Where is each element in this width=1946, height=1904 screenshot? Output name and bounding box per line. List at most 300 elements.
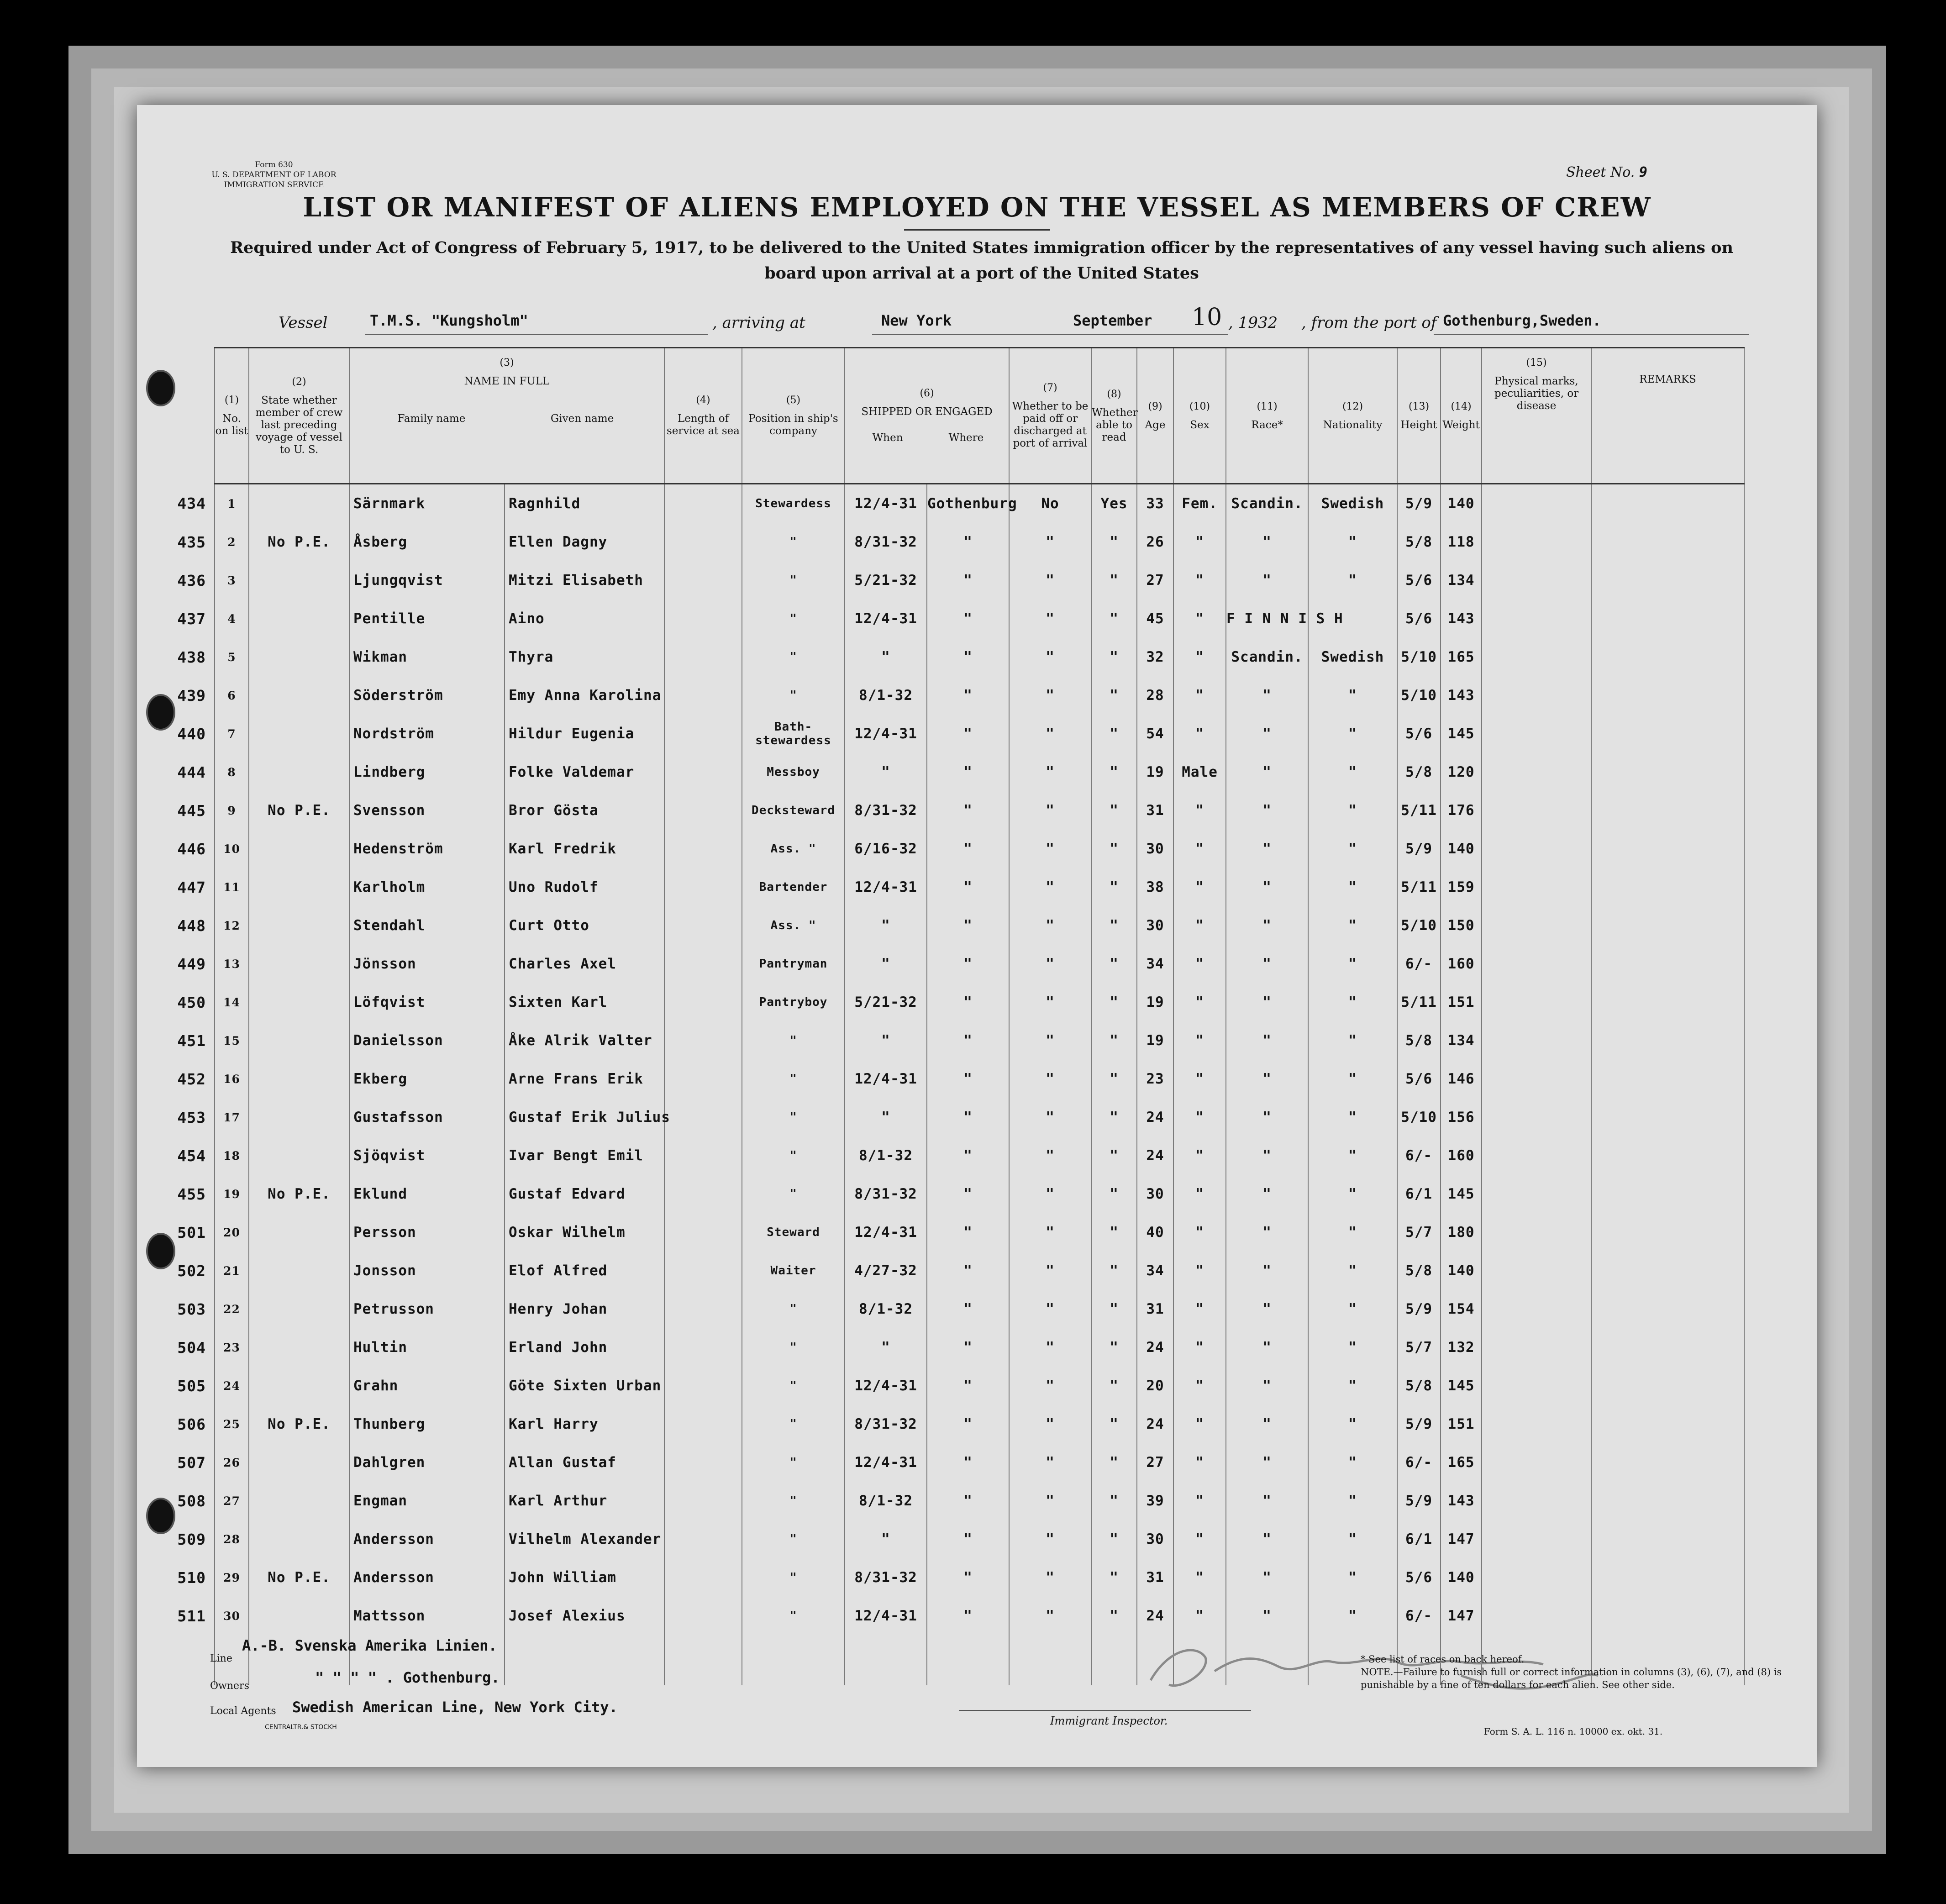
row-reference-number: 438 xyxy=(177,648,206,666)
sex-cell: " xyxy=(1173,1175,1226,1213)
physical-marks-cell xyxy=(1482,1328,1591,1367)
position-cell: " xyxy=(742,1405,845,1443)
nationality-cell: " xyxy=(1308,715,1397,753)
col-read-header: (8) Whether able to read xyxy=(1091,348,1137,484)
weight-cell: 118 xyxy=(1441,523,1482,561)
remarks-cell xyxy=(1591,561,1744,600)
remarks-cell xyxy=(1591,983,1744,1021)
physical-marks-cell xyxy=(1482,1367,1591,1405)
table-row xyxy=(169,1558,1744,1597)
sex-cell: " xyxy=(1173,1405,1226,1443)
nationality-cell: " xyxy=(1308,1021,1397,1060)
row-reference-number: 452 xyxy=(177,1070,206,1088)
position-cell: Ass. " xyxy=(742,830,845,868)
outer-margin-header xyxy=(169,348,215,484)
line-value: A.-B. Svenska Amerika Linien. xyxy=(242,1637,497,1654)
given-name-cell: Curt Otto xyxy=(505,906,664,945)
shipped-when-cell: 5/21-32 xyxy=(845,983,927,1021)
height-cell: 5/6 xyxy=(1397,1558,1441,1597)
remarks-cell xyxy=(1591,676,1744,715)
family-name-cell: Nordström xyxy=(349,715,505,753)
fine-note: NOTE.—Failure to furnish full or correct information in columns (3), (6), (7), and (8) is punishable by a fine of ten dollars for each alien. See other side. xyxy=(1361,1667,1782,1690)
family-name-cell: Andersson xyxy=(349,1520,505,1558)
remarks-cell xyxy=(1591,523,1744,561)
row-reference-number: 435 xyxy=(177,533,206,551)
previous-voyage-cell xyxy=(249,1213,349,1252)
sex-cell: " xyxy=(1173,1060,1226,1098)
shipped-when-cell: 8/31-32 xyxy=(845,523,927,561)
sex-cell: " xyxy=(1173,523,1226,561)
family-name-cell: Danielsson xyxy=(349,1021,505,1060)
shipped-when-cell: 8/1-32 xyxy=(845,1482,927,1520)
nationality-cell: " xyxy=(1308,1443,1397,1482)
race-cell: " xyxy=(1226,1290,1308,1328)
shipped-when-cell: 12/4-31 xyxy=(845,1443,927,1482)
shipped-when-cell: 12/4-31 xyxy=(845,1597,927,1635)
weight-cell: 159 xyxy=(1441,868,1482,906)
shipped-where-cell: " xyxy=(927,715,1009,753)
table-row xyxy=(169,1367,1744,1405)
nationality-cell: " xyxy=(1308,906,1397,945)
col-physical-marks-header: (15) Physical marks, peculiarities, or disease xyxy=(1482,348,1591,484)
inspector-signature-line xyxy=(959,1710,1251,1711)
weight-cell: 150 xyxy=(1441,906,1482,945)
remarks-cell xyxy=(1591,1597,1744,1635)
able-to-read-cell: " xyxy=(1091,868,1137,906)
vessel-line xyxy=(279,304,1749,336)
sheet-value: 9 xyxy=(1639,164,1648,180)
row-reference-number: 447 xyxy=(177,878,206,896)
nationality-cell: Swedish xyxy=(1308,638,1397,676)
agents-label: Local Agents xyxy=(210,1705,276,1717)
row-reference-number: 501 xyxy=(177,1223,206,1241)
service-length-cell xyxy=(664,983,742,1021)
from-port: Gothenburg,Sweden. xyxy=(1443,312,1601,329)
nationality-cell: " xyxy=(1308,1098,1397,1136)
given-name-cell: Vilhelm Alexander xyxy=(505,1520,664,1558)
race-cell: " xyxy=(1226,1443,1308,1482)
height-cell: 5/9 xyxy=(1397,830,1441,868)
age-cell: 23 xyxy=(1137,1060,1173,1098)
race-cell: " xyxy=(1226,676,1308,715)
shipped-when-cell: 8/31-32 xyxy=(845,791,927,830)
position-cell: " xyxy=(742,523,845,561)
weight-cell: 165 xyxy=(1441,1443,1482,1482)
family-name-cell: Ekberg xyxy=(349,1060,505,1098)
age-cell: 20 xyxy=(1137,1367,1173,1405)
shipped-where-cell: " xyxy=(927,523,1009,561)
given-name-cell: Allan Gustaf xyxy=(505,1443,664,1482)
vessel-label: Vessel xyxy=(279,314,328,332)
age-cell: 30 xyxy=(1137,1520,1173,1558)
table-body xyxy=(169,484,1744,1686)
list-number-cell: 21 xyxy=(215,1252,249,1290)
height-cell: 5/11 xyxy=(1397,983,1441,1021)
remarks-cell xyxy=(1591,1252,1744,1290)
table-row xyxy=(169,484,1744,523)
service-length-cell xyxy=(664,1175,742,1213)
shipped-where-cell: " xyxy=(927,1060,1009,1098)
position-cell: " xyxy=(742,1021,845,1060)
physical-marks-cell xyxy=(1482,600,1591,638)
previous-voyage-cell xyxy=(249,1328,349,1367)
family-name-cell: Stendahl xyxy=(349,906,505,945)
owners-value: " " " " . Gothenburg. xyxy=(315,1669,500,1686)
family-name-cell: Lindberg xyxy=(349,753,505,791)
col-shipped-header: (6) SHIPPED OR ENGAGED When Where xyxy=(845,348,1009,484)
service-length-cell xyxy=(664,906,742,945)
previous-voyage-cell xyxy=(249,1443,349,1482)
race-cell: " xyxy=(1226,945,1308,983)
age-cell: 24 xyxy=(1137,1405,1173,1443)
row-reference-number: 450 xyxy=(177,993,206,1011)
row-reference-number: 504 xyxy=(177,1338,206,1357)
sex-cell: " xyxy=(1173,906,1226,945)
shipped-where-cell: " xyxy=(927,1520,1009,1558)
shipped-when-cell: " xyxy=(845,1328,927,1367)
row-reference-number: 506 xyxy=(177,1415,206,1433)
age-cell: 39 xyxy=(1137,1482,1173,1520)
paid-off-cell: " xyxy=(1009,523,1091,561)
height-cell: 5/9 xyxy=(1397,1290,1441,1328)
position-cell: " xyxy=(742,600,845,638)
list-number-cell: 25 xyxy=(215,1405,249,1443)
sheet-label: Sheet No. xyxy=(1566,164,1635,180)
previous-voyage-cell xyxy=(249,1098,349,1136)
age-cell: 24 xyxy=(1137,1328,1173,1367)
height-cell: 5/8 xyxy=(1397,1367,1441,1405)
paid-off-cell: " xyxy=(1009,945,1091,983)
family-name-cell: Engman xyxy=(349,1482,505,1520)
previous-voyage-cell: No P.E. xyxy=(249,523,349,561)
table-row xyxy=(169,1060,1744,1098)
previous-voyage-cell: No P.E. xyxy=(249,1558,349,1597)
height-cell: 5/8 xyxy=(1397,1252,1441,1290)
given-name-cell: Karl Fredrik xyxy=(505,830,664,868)
weight-cell: 145 xyxy=(1441,1175,1482,1213)
races-note: * See list of races on back hereof. xyxy=(1361,1654,1525,1665)
previous-voyage-cell xyxy=(249,1136,349,1175)
shipped-when-cell: 8/31-32 xyxy=(845,1405,927,1443)
arriving-label: , arriving at xyxy=(712,314,805,332)
race-cell: " xyxy=(1226,791,1308,830)
printer-mark: CENTRALTR.& STOCKH xyxy=(265,1724,337,1731)
service-length-cell xyxy=(664,715,742,753)
shipped-when-cell: 12/4-31 xyxy=(845,1213,927,1252)
race-cell: " xyxy=(1226,1136,1308,1175)
table-row xyxy=(169,1290,1744,1328)
paid-off-cell: " xyxy=(1009,561,1091,600)
shipped-when-cell: 8/31-32 xyxy=(845,1558,927,1597)
able-to-read-cell: " xyxy=(1091,638,1137,676)
list-number-cell: 27 xyxy=(215,1482,249,1520)
row-reference-number: 436 xyxy=(177,571,206,589)
remarks-cell xyxy=(1591,1482,1744,1520)
given-name-cell: Aino xyxy=(505,600,664,638)
service-length-cell xyxy=(664,1405,742,1443)
sex-cell: " xyxy=(1173,1597,1226,1635)
physical-marks-cell xyxy=(1482,676,1591,715)
able-to-read-cell: " xyxy=(1091,1328,1137,1367)
list-number-cell: 8 xyxy=(215,753,249,791)
position-cell: " xyxy=(742,1060,845,1098)
remarks-cell xyxy=(1591,791,1744,830)
shipped-where-cell: " xyxy=(927,1597,1009,1635)
position-cell: " xyxy=(742,1290,845,1328)
service-length-cell xyxy=(664,1367,742,1405)
weight-cell: 134 xyxy=(1441,561,1482,600)
age-cell: 34 xyxy=(1137,945,1173,983)
age-cell: 26 xyxy=(1137,523,1173,561)
previous-voyage-cell xyxy=(249,830,349,868)
position-cell: Decksteward xyxy=(742,791,845,830)
family-name-cell: Sjöqvist xyxy=(349,1136,505,1175)
given-name-cell: Charles Axel xyxy=(505,945,664,983)
remarks-cell xyxy=(1591,715,1744,753)
shipped-where-cell: " xyxy=(927,1136,1009,1175)
height-cell: 5/10 xyxy=(1397,1098,1441,1136)
service-length-cell xyxy=(664,484,742,523)
height-cell: 5/6 xyxy=(1397,715,1441,753)
physical-marks-cell xyxy=(1482,638,1591,676)
given-name-cell: Uno Rudolf xyxy=(505,868,664,906)
height-cell: 6/- xyxy=(1397,1443,1441,1482)
physical-marks-cell xyxy=(1482,983,1591,1021)
paid-off-cell: " xyxy=(1009,983,1091,1021)
table-row xyxy=(169,1175,1744,1213)
able-to-read-cell: " xyxy=(1091,523,1137,561)
position-cell: Steward xyxy=(742,1213,845,1252)
table-row xyxy=(169,830,1744,868)
age-cell: 27 xyxy=(1137,1443,1173,1482)
list-number-cell: 18 xyxy=(215,1136,249,1175)
physical-marks-cell xyxy=(1482,1482,1591,1520)
able-to-read-cell: " xyxy=(1091,1098,1137,1136)
list-number-cell: 15 xyxy=(215,1021,249,1060)
service-length-cell xyxy=(664,1021,742,1060)
row-reference-number: 437 xyxy=(177,610,206,628)
col-paid-off-header: (7) Whether to be paid off or discharged at port of arrival xyxy=(1009,348,1091,484)
nationality-cell: " xyxy=(1308,753,1397,791)
shipped-when-cell: 12/4-31 xyxy=(845,484,927,523)
sex-cell: " xyxy=(1173,1520,1226,1558)
height-cell: 5/6 xyxy=(1397,1060,1441,1098)
paid-off-cell: " xyxy=(1009,1213,1091,1252)
shipped-when-cell: 12/4-31 xyxy=(845,600,927,638)
weight-cell: 180 xyxy=(1441,1213,1482,1252)
paid-off-cell: " xyxy=(1009,1175,1091,1213)
shipped-where-cell: " xyxy=(927,868,1009,906)
able-to-read-cell: " xyxy=(1091,830,1137,868)
table-row xyxy=(169,906,1744,945)
weight-cell: 140 xyxy=(1441,1558,1482,1597)
able-to-read-cell: " xyxy=(1091,945,1137,983)
paid-off-cell: " xyxy=(1009,1328,1091,1367)
nationality-cell: " xyxy=(1308,1175,1397,1213)
given-name-cell: John William xyxy=(505,1558,664,1597)
sex-cell: " xyxy=(1173,1482,1226,1520)
nationality-cell: " xyxy=(1308,868,1397,906)
given-name-cell: Oskar Wilhelm xyxy=(505,1213,664,1252)
race-cell: F I N N I S H xyxy=(1226,600,1308,638)
agents-value: Swedish American Line, New York City. xyxy=(292,1699,618,1716)
physical-marks-cell xyxy=(1482,753,1591,791)
paid-off-cell: " xyxy=(1009,753,1091,791)
remarks-cell xyxy=(1591,1405,1744,1443)
able-to-read-cell: " xyxy=(1091,1213,1137,1252)
age-cell: 27 xyxy=(1137,561,1173,600)
able-to-read-cell: " xyxy=(1091,1060,1137,1098)
given-name-cell: Folke Valdemar xyxy=(505,753,664,791)
remarks-cell xyxy=(1591,638,1744,676)
family-name-cell: Åsberg xyxy=(349,523,505,561)
position-cell: " xyxy=(742,1482,845,1520)
race-cell: " xyxy=(1226,1558,1308,1597)
nationality-cell: " xyxy=(1308,1290,1397,1328)
list-number-cell: 5 xyxy=(215,638,249,676)
given-name-cell: Gustaf Edvard xyxy=(505,1175,664,1213)
row-reference-number: 505 xyxy=(177,1377,206,1395)
position-cell: Waiter xyxy=(742,1252,845,1290)
previous-voyage-cell xyxy=(249,600,349,638)
previous-voyage-cell xyxy=(249,945,349,983)
shipped-when-cell: 8/31-32 xyxy=(845,1175,927,1213)
family-name-cell: Mattsson xyxy=(349,1597,505,1635)
sex-cell: " xyxy=(1173,676,1226,715)
shipped-when-cell: " xyxy=(845,1520,927,1558)
list-number-cell: 20 xyxy=(215,1213,249,1252)
table-row xyxy=(169,523,1744,561)
paid-off-cell: " xyxy=(1009,1520,1091,1558)
paid-off-cell: No xyxy=(1009,484,1091,523)
previous-voyage-cell: No P.E. xyxy=(249,1175,349,1213)
paid-off-cell: " xyxy=(1009,1482,1091,1520)
sheet-number xyxy=(1566,164,1648,180)
table-row xyxy=(169,983,1744,1021)
physical-marks-cell xyxy=(1482,830,1591,868)
shipped-when-cell: 12/4-31 xyxy=(845,1367,927,1405)
family-name-cell: Petrusson xyxy=(349,1290,505,1328)
previous-voyage-cell xyxy=(249,676,349,715)
list-number-cell: 14 xyxy=(215,983,249,1021)
position-cell: " xyxy=(742,1597,845,1635)
nationality-cell: " xyxy=(1308,1252,1397,1290)
family-name-cell: Andersson xyxy=(349,1558,505,1597)
able-to-read-cell: " xyxy=(1091,1136,1137,1175)
shipped-where-cell: " xyxy=(927,676,1009,715)
physical-marks-cell xyxy=(1482,1597,1591,1635)
height-cell: 5/6 xyxy=(1397,600,1441,638)
table-row xyxy=(169,600,1744,638)
nationality-cell: " xyxy=(1308,1060,1397,1098)
remarks-cell xyxy=(1591,1213,1744,1252)
race-cell: " xyxy=(1226,1021,1308,1060)
remarks-cell xyxy=(1591,1136,1744,1175)
row-reference-number: 446 xyxy=(177,840,206,858)
position-cell: " xyxy=(742,1520,845,1558)
family-name-cell: Karlholm xyxy=(349,868,505,906)
service-length-cell xyxy=(664,1482,742,1520)
shipped-where-cell: " xyxy=(927,1252,1009,1290)
position-cell: Pantryman xyxy=(742,945,845,983)
race-cell: " xyxy=(1226,906,1308,945)
previous-voyage-cell xyxy=(249,1021,349,1060)
remarks-cell xyxy=(1591,830,1744,868)
crew-manifest-table xyxy=(169,347,1745,1685)
able-to-read-cell: " xyxy=(1091,1482,1137,1520)
inspector-label: Immigrant Inspector. xyxy=(1050,1715,1168,1727)
shipped-when-cell: 5/21-32 xyxy=(845,561,927,600)
able-to-read-cell: " xyxy=(1091,1021,1137,1060)
height-cell: 5/9 xyxy=(1397,484,1441,523)
shipped-when-cell: 12/4-31 xyxy=(845,1060,927,1098)
page-title: LIST OR MANIFEST OF ALIENS EMPLOYED ON THE VESSEL AS MEMBERS OF CREW xyxy=(303,192,1651,223)
col-nationality-header: (12) Nationality xyxy=(1308,348,1397,484)
shipped-when-cell: " xyxy=(845,753,927,791)
given-name-cell: Bror Gösta xyxy=(505,791,664,830)
race-cell: " xyxy=(1226,1405,1308,1443)
service-length-cell xyxy=(664,1136,742,1175)
given-name-cell: Mitzi Elisabeth xyxy=(505,561,664,600)
age-cell: 28 xyxy=(1137,676,1173,715)
underline xyxy=(1064,334,1228,335)
age-cell: 24 xyxy=(1137,1098,1173,1136)
race-cell: " xyxy=(1226,1597,1308,1635)
weight-cell: 132 xyxy=(1441,1328,1482,1367)
remarks-cell xyxy=(1591,906,1744,945)
table-row xyxy=(169,1482,1744,1520)
col-age-header: (9) Age xyxy=(1137,348,1173,484)
service-length-cell xyxy=(664,523,742,561)
nationality-cell: " xyxy=(1308,676,1397,715)
able-to-read-cell: " xyxy=(1091,1252,1137,1290)
physical-marks-cell xyxy=(1482,1060,1591,1098)
height-cell: 5/8 xyxy=(1397,1021,1441,1060)
given-name-cell: Sixten Karl xyxy=(505,983,664,1021)
given-name-cell: Hildur Eugenia xyxy=(505,715,664,753)
able-to-read-cell: " xyxy=(1091,906,1137,945)
race-cell: " xyxy=(1226,1060,1308,1098)
height-cell: 5/6 xyxy=(1397,561,1441,600)
remarks-cell xyxy=(1591,1558,1744,1597)
arrival-month: September xyxy=(1073,312,1152,329)
position-cell: Messboy xyxy=(742,753,845,791)
race-cell: " xyxy=(1226,1175,1308,1213)
physical-marks-cell xyxy=(1482,868,1591,906)
nationality-cell: " xyxy=(1308,945,1397,983)
service-length-cell xyxy=(664,830,742,868)
weight-cell: 165 xyxy=(1441,638,1482,676)
height-cell: 5/10 xyxy=(1397,906,1441,945)
previous-voyage-cell xyxy=(249,638,349,676)
weight-cell: 151 xyxy=(1441,983,1482,1021)
weight-cell: 160 xyxy=(1441,945,1482,983)
list-number-cell: 16 xyxy=(215,1060,249,1098)
shipped-when-cell: " xyxy=(845,906,927,945)
table-row xyxy=(169,1328,1744,1367)
list-number-cell: 4 xyxy=(215,600,249,638)
previous-voyage-cell xyxy=(249,868,349,906)
list-number-cell: 23 xyxy=(215,1328,249,1367)
list-number-cell: 10 xyxy=(215,830,249,868)
list-number-cell: 12 xyxy=(215,906,249,945)
manifest-footer xyxy=(210,1630,1782,1767)
height-cell: 5/10 xyxy=(1397,638,1441,676)
previous-voyage-cell xyxy=(249,1597,349,1635)
paid-off-cell: " xyxy=(1009,715,1091,753)
shipped-where-cell: " xyxy=(927,1175,1009,1213)
height-cell: 6/- xyxy=(1397,945,1441,983)
